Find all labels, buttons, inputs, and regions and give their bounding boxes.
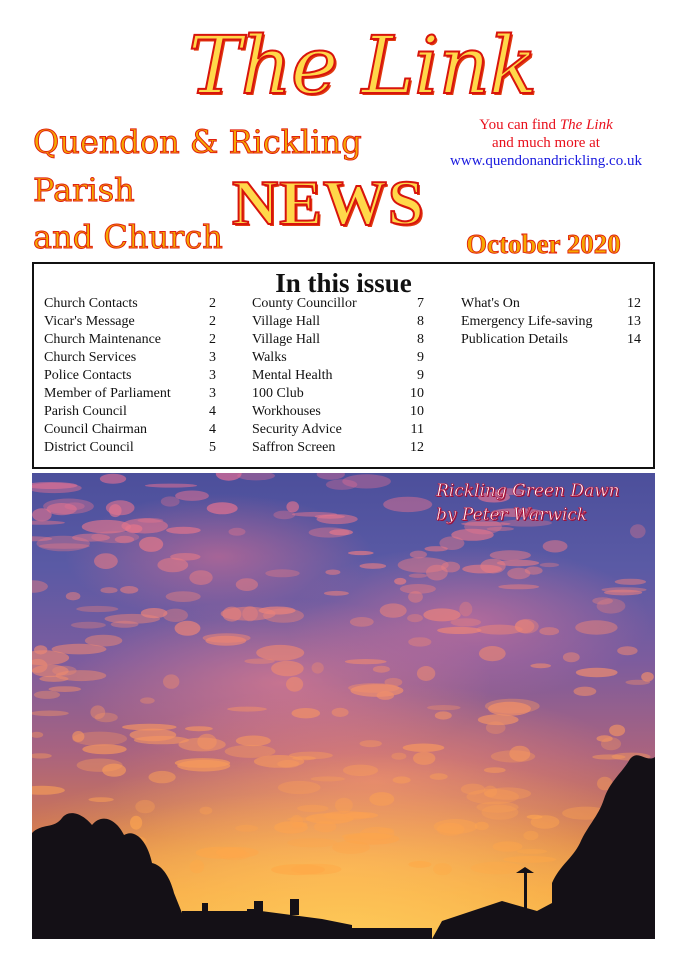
cloud-puff xyxy=(380,603,407,617)
cloud-puff xyxy=(34,691,60,699)
cloud-puff xyxy=(329,529,353,535)
cloud-puff xyxy=(259,607,296,615)
contents-entry xyxy=(44,313,216,331)
cloud-puff xyxy=(400,584,436,594)
cloud-puff xyxy=(207,502,238,514)
contents-entry-page: 11 xyxy=(410,422,424,437)
contents-entry xyxy=(252,313,424,331)
cloud-puff xyxy=(166,527,201,534)
cloud-puff xyxy=(413,752,435,765)
cloud-puff xyxy=(335,798,353,813)
cloud-puff xyxy=(225,745,276,758)
contents-entry-page: 12 xyxy=(410,440,424,455)
promo-line2: and much more at xyxy=(492,135,600,151)
cloud-puff xyxy=(109,504,122,517)
cloud-puff xyxy=(236,736,271,747)
cloud-puff xyxy=(369,792,394,806)
contents-entry xyxy=(252,349,424,367)
cloud-puff xyxy=(135,800,155,813)
cloud-puff xyxy=(403,744,445,752)
contents-entry-page: 10 xyxy=(410,404,424,419)
cloud-puff xyxy=(85,635,122,647)
cloud-puff xyxy=(175,491,209,501)
contents-entry-page: 2 xyxy=(209,296,216,311)
contents-entry-title: 100 Club xyxy=(252,386,304,401)
cloud-puff xyxy=(407,614,423,622)
cloud-puff xyxy=(493,841,523,851)
cloud-puff xyxy=(292,756,316,760)
cloud-puff xyxy=(290,815,303,829)
contents-entry-title: Police Contacts xyxy=(44,368,132,383)
cloud-puff xyxy=(435,711,452,719)
cloud-puff xyxy=(82,744,126,754)
cloud-puff xyxy=(43,499,94,515)
cloud-puff xyxy=(563,652,580,662)
cloud-puff xyxy=(345,659,387,664)
cloud-puff xyxy=(286,677,303,692)
cover-photo xyxy=(32,473,655,939)
contents-entry xyxy=(44,367,216,385)
cloud-puff xyxy=(527,815,543,819)
cloud-puff xyxy=(287,838,337,847)
cloud-puff xyxy=(175,758,230,768)
cloud-puff xyxy=(311,776,346,781)
contents-entry xyxy=(44,385,216,403)
cloud-puff xyxy=(125,524,142,533)
issue-date: October 2020 xyxy=(466,229,621,259)
sky-clouds-image xyxy=(32,473,655,939)
contents-entry-page: 3 xyxy=(209,350,216,365)
cloud-puff xyxy=(229,528,246,536)
cloud-puff xyxy=(140,697,155,703)
cloud-puff xyxy=(430,773,448,780)
cloud-puff xyxy=(163,609,188,622)
contents-entry-page: 2 xyxy=(209,332,216,347)
cloud-puff xyxy=(410,551,427,559)
contents-entry xyxy=(252,367,424,385)
contents-entry-title: What's On xyxy=(461,296,520,311)
cloud-puff xyxy=(235,825,258,832)
cloud-puff xyxy=(488,702,531,716)
cloud-puff xyxy=(76,606,118,612)
cloud-puff xyxy=(161,496,180,506)
cloud-puff xyxy=(393,776,411,783)
cloud-puff xyxy=(391,753,406,760)
cloud-puff xyxy=(94,553,118,569)
cloud-puff xyxy=(292,708,321,718)
cloud-puff xyxy=(178,738,225,752)
contents-column-1 xyxy=(44,295,216,457)
contents-entry-title: Vicar's Message xyxy=(44,314,135,329)
cloud-puff xyxy=(277,760,299,768)
subtitle-line-1: Quendon & Rickling xyxy=(33,123,362,161)
cloud-puff xyxy=(525,567,543,575)
cloud-puff xyxy=(576,668,618,678)
contents-entry-title: Saffron Screen xyxy=(252,440,336,455)
cloud-puff xyxy=(523,831,538,841)
contents-entry xyxy=(252,403,424,421)
cloud-puff xyxy=(408,637,431,646)
contents-entry xyxy=(44,295,216,313)
cloud-puff xyxy=(342,833,391,840)
contents-entry-page: 13 xyxy=(627,314,641,329)
contents-entry xyxy=(252,331,424,349)
cloud-puff xyxy=(437,627,481,634)
contents-entry-title: Parish Council xyxy=(44,404,127,419)
promo-line1-prefix: You can find xyxy=(479,117,560,133)
cloud-puff xyxy=(509,746,530,762)
cloud-puff xyxy=(90,705,105,719)
cloud-puff xyxy=(478,714,519,725)
cloud-puff xyxy=(120,586,138,594)
cloud-puff xyxy=(278,781,321,794)
cloud-puff xyxy=(360,563,387,569)
cloud-puff xyxy=(540,563,559,567)
cloud-puff xyxy=(49,686,81,692)
contents-entry xyxy=(44,331,216,349)
cloud-puff xyxy=(417,666,435,681)
cloud-puff xyxy=(462,565,502,574)
contents-entry xyxy=(252,421,424,439)
cloud-puff xyxy=(317,514,358,524)
cloud-puff xyxy=(497,560,539,566)
cloud-puff xyxy=(426,565,448,581)
cloud-puff xyxy=(244,659,274,664)
contents-entry-page: 4 xyxy=(209,404,216,419)
cloud-puff xyxy=(170,553,200,561)
cloud-puff xyxy=(530,663,551,668)
contents-box xyxy=(32,262,655,469)
cloud-puff xyxy=(189,570,212,585)
cloud-puff xyxy=(394,578,406,585)
cloud-puff xyxy=(227,707,267,712)
contents-entry-title: Workhouses xyxy=(252,404,321,419)
cloud-puff xyxy=(271,661,304,676)
cloud-puff xyxy=(200,807,213,815)
contents-entry-page: 3 xyxy=(209,386,216,401)
cloud-puff xyxy=(360,740,382,747)
cloud-puff xyxy=(597,598,626,613)
cloud-puff xyxy=(408,861,431,868)
contents-entry-title: Church Services xyxy=(44,350,137,365)
contents-entry-page: 9 xyxy=(417,350,424,365)
cloud-puff xyxy=(383,497,432,512)
cloud-puff xyxy=(286,501,299,512)
contents-entry-title: Council Chairman xyxy=(44,422,148,437)
cloud-puff xyxy=(498,584,539,589)
cloud-puff xyxy=(149,771,176,783)
contents-entry xyxy=(44,403,216,421)
cloud-puff xyxy=(39,543,90,549)
cloud-puff xyxy=(32,580,48,593)
contents-entry xyxy=(44,349,216,367)
cloud-puff xyxy=(105,614,160,624)
cloud-puff xyxy=(451,618,482,626)
cloud-puff xyxy=(130,816,142,830)
cloud-puff xyxy=(617,646,637,655)
cloud-puff xyxy=(425,546,448,551)
cloud-puff xyxy=(409,574,427,578)
cloud-puff xyxy=(459,602,472,617)
cloud-puff xyxy=(297,805,328,812)
photo-caption xyxy=(436,479,620,527)
cloud-puff xyxy=(487,527,514,531)
cloud-puff xyxy=(574,687,597,696)
cloud-puff xyxy=(317,473,345,480)
contents-entry-title: Village Hall xyxy=(252,332,320,347)
contents-entry xyxy=(461,331,641,349)
cloud-puff xyxy=(325,570,340,575)
cloud-puff xyxy=(175,621,201,636)
contents-entry-title: Walks xyxy=(252,350,287,365)
cloud-puff xyxy=(601,587,646,592)
cloud-puff xyxy=(77,759,123,772)
contents-entry xyxy=(252,439,424,457)
cloud-puff xyxy=(609,725,625,737)
contents-entry-title: Security Advice xyxy=(252,422,342,437)
contents-entry-page: 8 xyxy=(417,314,424,329)
masthead-title: The Link xyxy=(188,19,537,112)
cloud-puff xyxy=(71,622,106,629)
cloud-puff xyxy=(122,724,176,731)
contents-entry-title: Church Maintenance xyxy=(44,332,162,347)
promo-link-name: The Link xyxy=(559,117,613,133)
cloud-puff xyxy=(515,619,539,634)
contents-entry-page: 3 xyxy=(209,368,216,383)
contents-entry xyxy=(461,295,641,313)
contents-entry xyxy=(252,295,424,313)
cloud-puff xyxy=(100,474,126,484)
contents-entry-title: County Councillor xyxy=(252,296,357,311)
contents-entry-page: 7 xyxy=(417,296,424,311)
contents-column-2 xyxy=(252,295,424,457)
cloud-puff xyxy=(348,551,374,555)
cloud-puff xyxy=(434,819,478,834)
cloud-puff xyxy=(139,537,163,552)
contents-heading: In this issue xyxy=(275,268,412,298)
contents-entry-page: 4 xyxy=(209,422,216,437)
cloud-puff xyxy=(630,524,646,538)
contents-entry-title: District Council xyxy=(44,440,134,455)
cloud-puff xyxy=(185,726,213,731)
cloud-puff xyxy=(332,708,349,717)
cloud-puff xyxy=(100,587,117,593)
cloud-puff xyxy=(344,812,379,818)
contents-entry-page: 14 xyxy=(627,332,641,347)
cloud-puff xyxy=(216,847,259,858)
cloud-puff xyxy=(543,540,568,552)
contents-entry-title: Mental Health xyxy=(252,368,333,383)
cloud-puff xyxy=(592,754,625,759)
cloud-puff xyxy=(190,860,205,873)
cloud-puff xyxy=(287,817,316,821)
cloud-puff xyxy=(373,666,390,673)
cloud-puff xyxy=(312,662,324,673)
contents-entry-title: Publication Details xyxy=(461,332,568,347)
cloud-puff xyxy=(479,646,506,661)
cloud-puff xyxy=(34,645,47,654)
cloud-puff xyxy=(343,765,378,776)
contents-entry-page: 9 xyxy=(417,368,424,383)
cloud-puff xyxy=(626,680,651,685)
cloud-puff xyxy=(433,863,452,875)
cloud-puff xyxy=(256,645,304,661)
cloud-puff xyxy=(265,569,299,577)
cloud-puff xyxy=(427,705,461,710)
cloud-puff xyxy=(326,479,357,490)
contents-entry-title: Church Contacts xyxy=(44,296,138,311)
cloud-puff xyxy=(332,841,370,854)
subtitle-line-2: Parish xyxy=(33,171,135,209)
contents-entry-page: 5 xyxy=(209,440,216,455)
news-heading: NEWS xyxy=(232,167,425,238)
cloud-puff xyxy=(236,578,258,591)
cloud-puff xyxy=(72,732,127,746)
contents-entry-title: Emergency Life-saving xyxy=(461,314,593,329)
cloud-puff xyxy=(385,678,403,687)
contents-entry-page: 12 xyxy=(627,296,641,311)
cloud-puff xyxy=(271,864,325,875)
cloud-puff xyxy=(517,849,547,854)
contents-column-3 xyxy=(461,295,641,349)
cloud-puff xyxy=(575,620,617,634)
contents-entry-title: Village Hall xyxy=(252,314,320,329)
cloud-puff xyxy=(89,797,114,802)
cloud-puff xyxy=(490,550,531,560)
cloud-puff xyxy=(145,484,197,488)
cloud-puff xyxy=(539,627,559,635)
cloud-puff xyxy=(601,737,621,750)
contents-entry xyxy=(461,313,641,331)
subtitle-line-3: and Church xyxy=(33,218,223,256)
cloud-puff xyxy=(166,591,201,602)
contents-entry-title: Member of Parliament xyxy=(44,386,171,401)
contents-entry-page: 10 xyxy=(410,386,424,401)
cloud-puff xyxy=(615,579,646,585)
cloud-puff xyxy=(237,473,275,480)
cloud-puff xyxy=(471,862,523,874)
contents-entry xyxy=(44,439,216,457)
cloud-puff xyxy=(484,767,506,773)
contents-entry xyxy=(44,421,216,439)
contents-entry-page: 8 xyxy=(417,332,424,347)
cloud-puff xyxy=(324,591,349,596)
cloud-puff xyxy=(503,856,556,863)
contents-entry-page: 2 xyxy=(209,314,216,329)
website-url-link[interactable]: www.quendonandrickling.co.uk xyxy=(450,153,642,169)
cloud-puff xyxy=(216,473,242,481)
cloud-puff xyxy=(484,786,498,798)
contents-entry xyxy=(252,385,424,403)
website-promo xyxy=(436,116,656,170)
photo-caption-title: Rickling Green Dawn xyxy=(436,481,620,501)
cloud-puff xyxy=(205,636,246,646)
cloud-puff xyxy=(163,674,179,688)
cloud-puff xyxy=(66,592,81,600)
cloud-puff xyxy=(32,521,65,525)
photo-caption-credit: by Peter Warwick xyxy=(436,505,588,525)
cloud-puff xyxy=(350,617,374,627)
